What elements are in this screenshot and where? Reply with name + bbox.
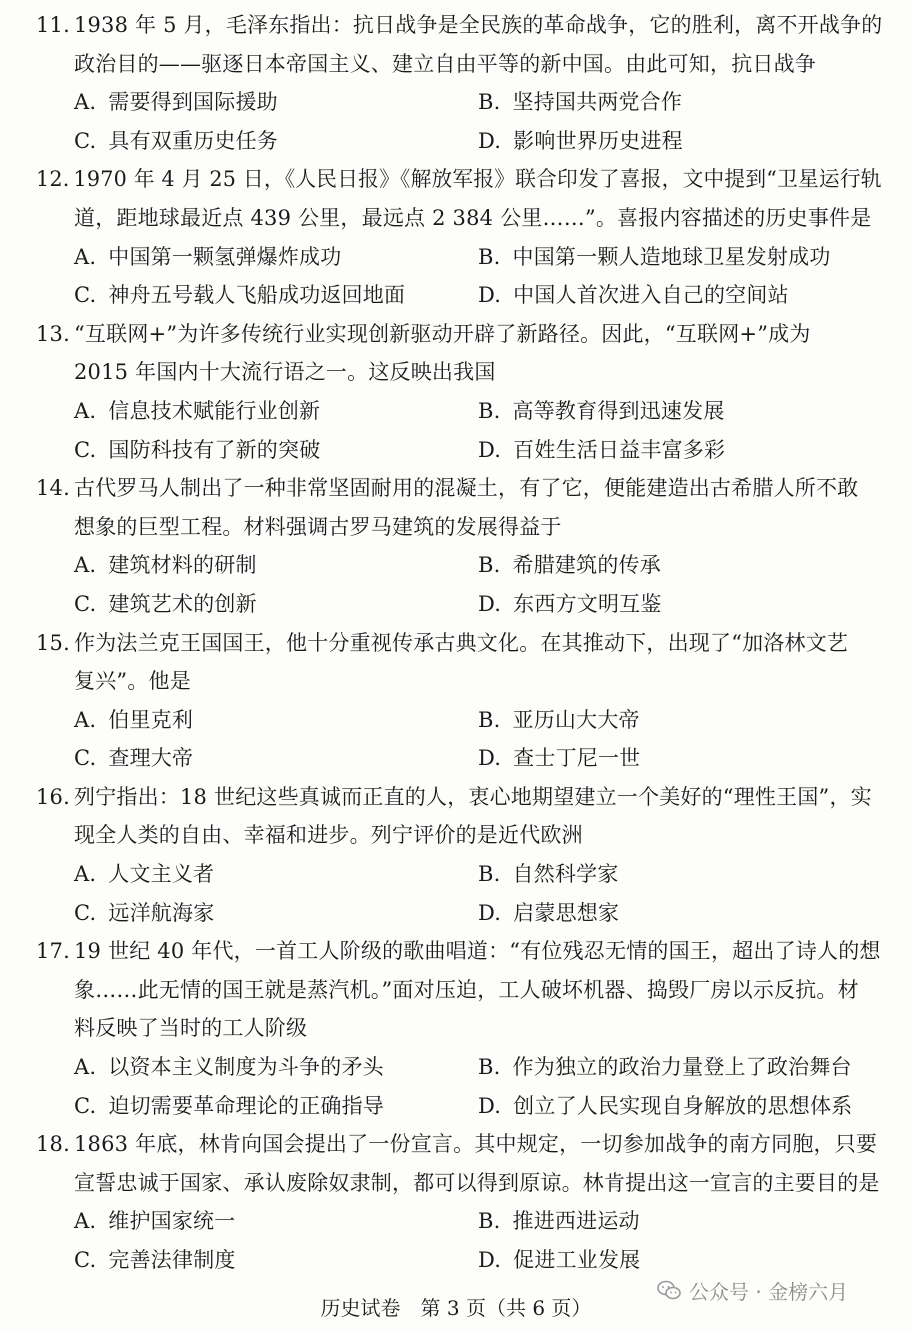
options-row [36,1048,882,1087]
question-number: 14. [36,476,70,501]
option-a [74,83,478,122]
options-row [36,1241,882,1280]
question-stem-text: 1970 年 4 月 25 日，《人民日报》《解放军报》联合印发了喜报，文中提到“卫星运行轨 [73,167,882,192]
question-number: 11. [36,13,70,37]
option-a [74,1048,478,1087]
option-text: 维护国家统一 [108,1209,236,1234]
options-row [36,855,882,894]
option-text: 神舟五号载人飞船成功返回地面 [108,283,406,308]
options-row [36,83,882,122]
option-text: 信息技术赋能行业创新 [108,398,321,423]
option-text: 促进工业发展 [513,1248,641,1272]
option-text: 具有双重历史任务 [108,128,279,153]
question-stem-line [36,1125,882,1164]
question-stem-line [36,45,882,84]
option-label: C. [74,283,97,308]
option-b [478,546,882,585]
question-stem-text: 现全人类的自由、幸福和进步。列宁评价的是近代欧洲 [74,823,583,848]
option-text: 东西方文明互鉴 [513,591,662,616]
question-stem-line [36,6,881,45]
option-label: D. [478,746,502,771]
option-label: B. [478,90,501,115]
option-d [478,1241,882,1280]
question-stem-line [36,1164,882,1203]
options-row [36,276,882,315]
question-stem-text: 道，距地球最近点 439 公里，最远点 2 384 公里……”。喜报内容描述的历史事件是 [74,205,872,230]
option-text: 作为独立的政治力量登上了政治舞台 [512,1055,852,1080]
options-row [36,431,882,470]
option-a [74,546,478,585]
option-label: B. [478,553,501,578]
options-row [36,585,882,624]
option-text: 自然科学家 [512,862,619,887]
option-c [74,1087,478,1126]
option-label: A. [74,707,97,732]
option-label: D. [478,283,502,308]
option-label: D. [478,128,502,153]
option-c [74,894,478,933]
question-stem-line [36,778,882,817]
option-d [478,276,882,315]
options-row [36,546,882,585]
option-label: B. [478,707,501,732]
question-stem-text: 料反映了当时的工人阶级 [74,1016,308,1041]
question-stem-text: 1938 年 5 月，毛泽东指出：抗日战争是全民族的革命战争，它的胜利，离不开战争的 [73,13,883,37]
options-row [36,894,882,933]
question-13 [36,315,882,469]
option-a [74,855,478,894]
option-b [478,1048,882,1087]
options-row [36,701,882,740]
option-text: 启蒙思想家 [513,900,620,925]
question-18 [36,1125,882,1279]
option-text: 查理大帝 [108,746,194,771]
question-stem-text: 作为法兰克王国国王，他十分重视传承古典文化。在其推动下，出现了“加洛林文艺 [74,630,849,655]
option-label: C. [74,128,97,153]
page-footer: 历史试卷 第 3 页（共 6 页） [320,1296,592,1320]
option-c [74,276,478,315]
question-number: 16. [36,784,70,809]
options-row [36,1202,882,1241]
question-stem-line [36,1009,882,1048]
option-text: 百姓生活日益丰富多彩 [513,437,726,462]
option-text: 亚历山大大帝 [512,707,640,732]
question-15 [36,624,882,778]
wechat-icon [657,1280,681,1302]
option-a [74,392,478,431]
question-12 [36,160,882,314]
option-label: A. [74,1209,97,1234]
option-label: C. [74,1093,97,1118]
option-b [478,701,882,740]
option-text: 完善法律制度 [108,1248,236,1272]
option-text: 查士丁尼一世 [513,746,641,771]
option-label: D. [478,1093,502,1118]
option-label: A. [74,90,97,115]
question-stem-text: 想象的巨型工程。材料强调古罗马建筑的发展得益于 [74,514,562,539]
watermark [657,1276,848,1305]
option-text: 创立了人民实现自身解放的思想体系 [513,1093,853,1118]
question-number: 17. [36,939,70,964]
option-label: A. [74,862,97,887]
question-stem-line [36,353,882,392]
option-d [478,431,882,470]
option-b [478,855,882,894]
option-label: D. [478,591,502,616]
option-text: 中国第一颗氢弹爆炸成功 [108,244,342,269]
question-17 [36,932,882,1125]
question-stem-text: 列宁指出：18 世纪这些真诚而正直的人，衷心地期望建立一个美好的“理性王国”，实 [74,784,872,809]
options-row [36,238,882,277]
option-label: C. [74,1248,97,1272]
question-stem-line [36,199,882,238]
option-d [478,894,882,933]
option-label: B. [478,398,501,423]
option-label: C. [74,437,97,462]
option-text: 以资本主义制度为斗争的矛头 [108,1055,384,1080]
option-text: 高等教育得到迅速发展 [512,398,725,423]
option-a [74,1202,478,1241]
question-stem-text: 宣誓忠诚于国家、承认废除奴隶制，都可以得到原谅。林肯提出这一宣言的主要目的是 [74,1170,880,1195]
option-text: 迫切需要革命理论的正确指导 [108,1093,385,1118]
option-a [74,701,478,740]
exam-page [36,6,882,1280]
option-d [478,1087,882,1126]
option-label: D. [478,1248,502,1272]
option-label: A. [74,244,97,269]
option-text: 国防科技有了新的突破 [108,437,321,462]
question-stem-text: 19 世纪 40 年代，一首工人阶级的歌曲唱道：“有位残忍无情的国王，超出了诗人的想 [74,939,881,964]
question-stem-line [36,508,882,547]
question-number: 15. [36,630,70,655]
option-b [478,1202,882,1241]
question-stem-text: 古代罗马人制出了一种非常坚固耐用的混凝土，有了它，便能建造出古希腊人所不敢 [74,476,859,501]
option-b [478,83,882,122]
option-b [478,392,882,431]
question-16 [36,778,882,932]
option-text: 希腊建筑的传承 [512,553,661,578]
option-c [74,431,478,470]
option-a [74,238,478,277]
option-c [74,739,478,778]
option-text: 影响世界历史进程 [513,128,683,153]
option-label: A. [74,398,97,423]
question-stem-text: 2015 年国内十大流行语之一。这反映出我国 [74,360,496,385]
question-11 [36,6,882,160]
option-text: 需要得到国际援助 [108,90,278,115]
option-c [74,585,478,624]
question-stem-line [36,160,882,199]
option-label: C. [74,591,97,616]
question-stem-text: 象……此无情的国王就是蒸汽机。”面对压迫，工人破坏机器、捣毁厂房以示反抗。材 [74,977,859,1002]
option-text: 中国第一颗人造地球卫星发射成功 [512,244,831,269]
option-label: B. [478,1055,501,1080]
option-d [478,739,882,778]
question-number: 13. [36,321,70,346]
option-label: D. [478,437,502,462]
question-number: 18. [36,1132,70,1157]
question-14 [36,469,882,623]
question-stem-line [36,971,882,1010]
options-row [36,392,882,431]
options-row [36,739,882,778]
option-text: 中国人首次进入自己的空间站 [513,283,789,308]
option-d [478,122,882,161]
question-stem-line [36,469,882,508]
option-label: D. [478,900,502,925]
option-label: B. [478,244,501,269]
question-stem-text: “互联网+”为许多传统行业实现创新驱动开辟了新路径。因此，“互联网+”成为 [74,321,811,346]
option-c [74,1241,478,1280]
option-label: C. [74,900,97,925]
question-stem-text: 1863 年底，林肯向国会提出了一份宣言。其中规定，一切参加战争的南方同胞，只要 [74,1132,878,1157]
watermark-text: 公众号 · 金榜六月 [689,1280,849,1304]
option-d [478,585,882,624]
option-c [74,122,478,161]
option-text: 远洋航海家 [108,900,215,925]
question-number: 12. [36,167,70,192]
option-label: A. [74,553,97,578]
option-label: C. [74,746,97,771]
option-label: B. [478,862,501,887]
options-row [36,122,882,161]
option-text: 建筑艺术的创新 [108,591,257,616]
question-stem-line [36,816,882,855]
question-stem-line [36,624,882,663]
option-text: 人文主义者 [108,862,215,887]
question-stem-text: 政治目的——驱逐日本帝国主义、建立自由平等的新中国。由此可知，抗日战争 [74,51,816,76]
question-stem-line [36,932,882,971]
option-text: 坚持国共两党合作 [512,90,683,115]
option-text: 推进西进运动 [512,1209,640,1234]
question-stem-text: 复兴”。他是 [74,669,191,694]
option-text: 建筑材料的研制 [108,553,257,578]
option-b [478,238,882,277]
question-stem-line [36,662,882,701]
option-label: B. [478,1209,501,1234]
option-label: A. [74,1055,97,1080]
option-text: 伯里克利 [108,707,194,732]
question-stem-line [36,315,882,354]
options-row [36,1087,882,1126]
